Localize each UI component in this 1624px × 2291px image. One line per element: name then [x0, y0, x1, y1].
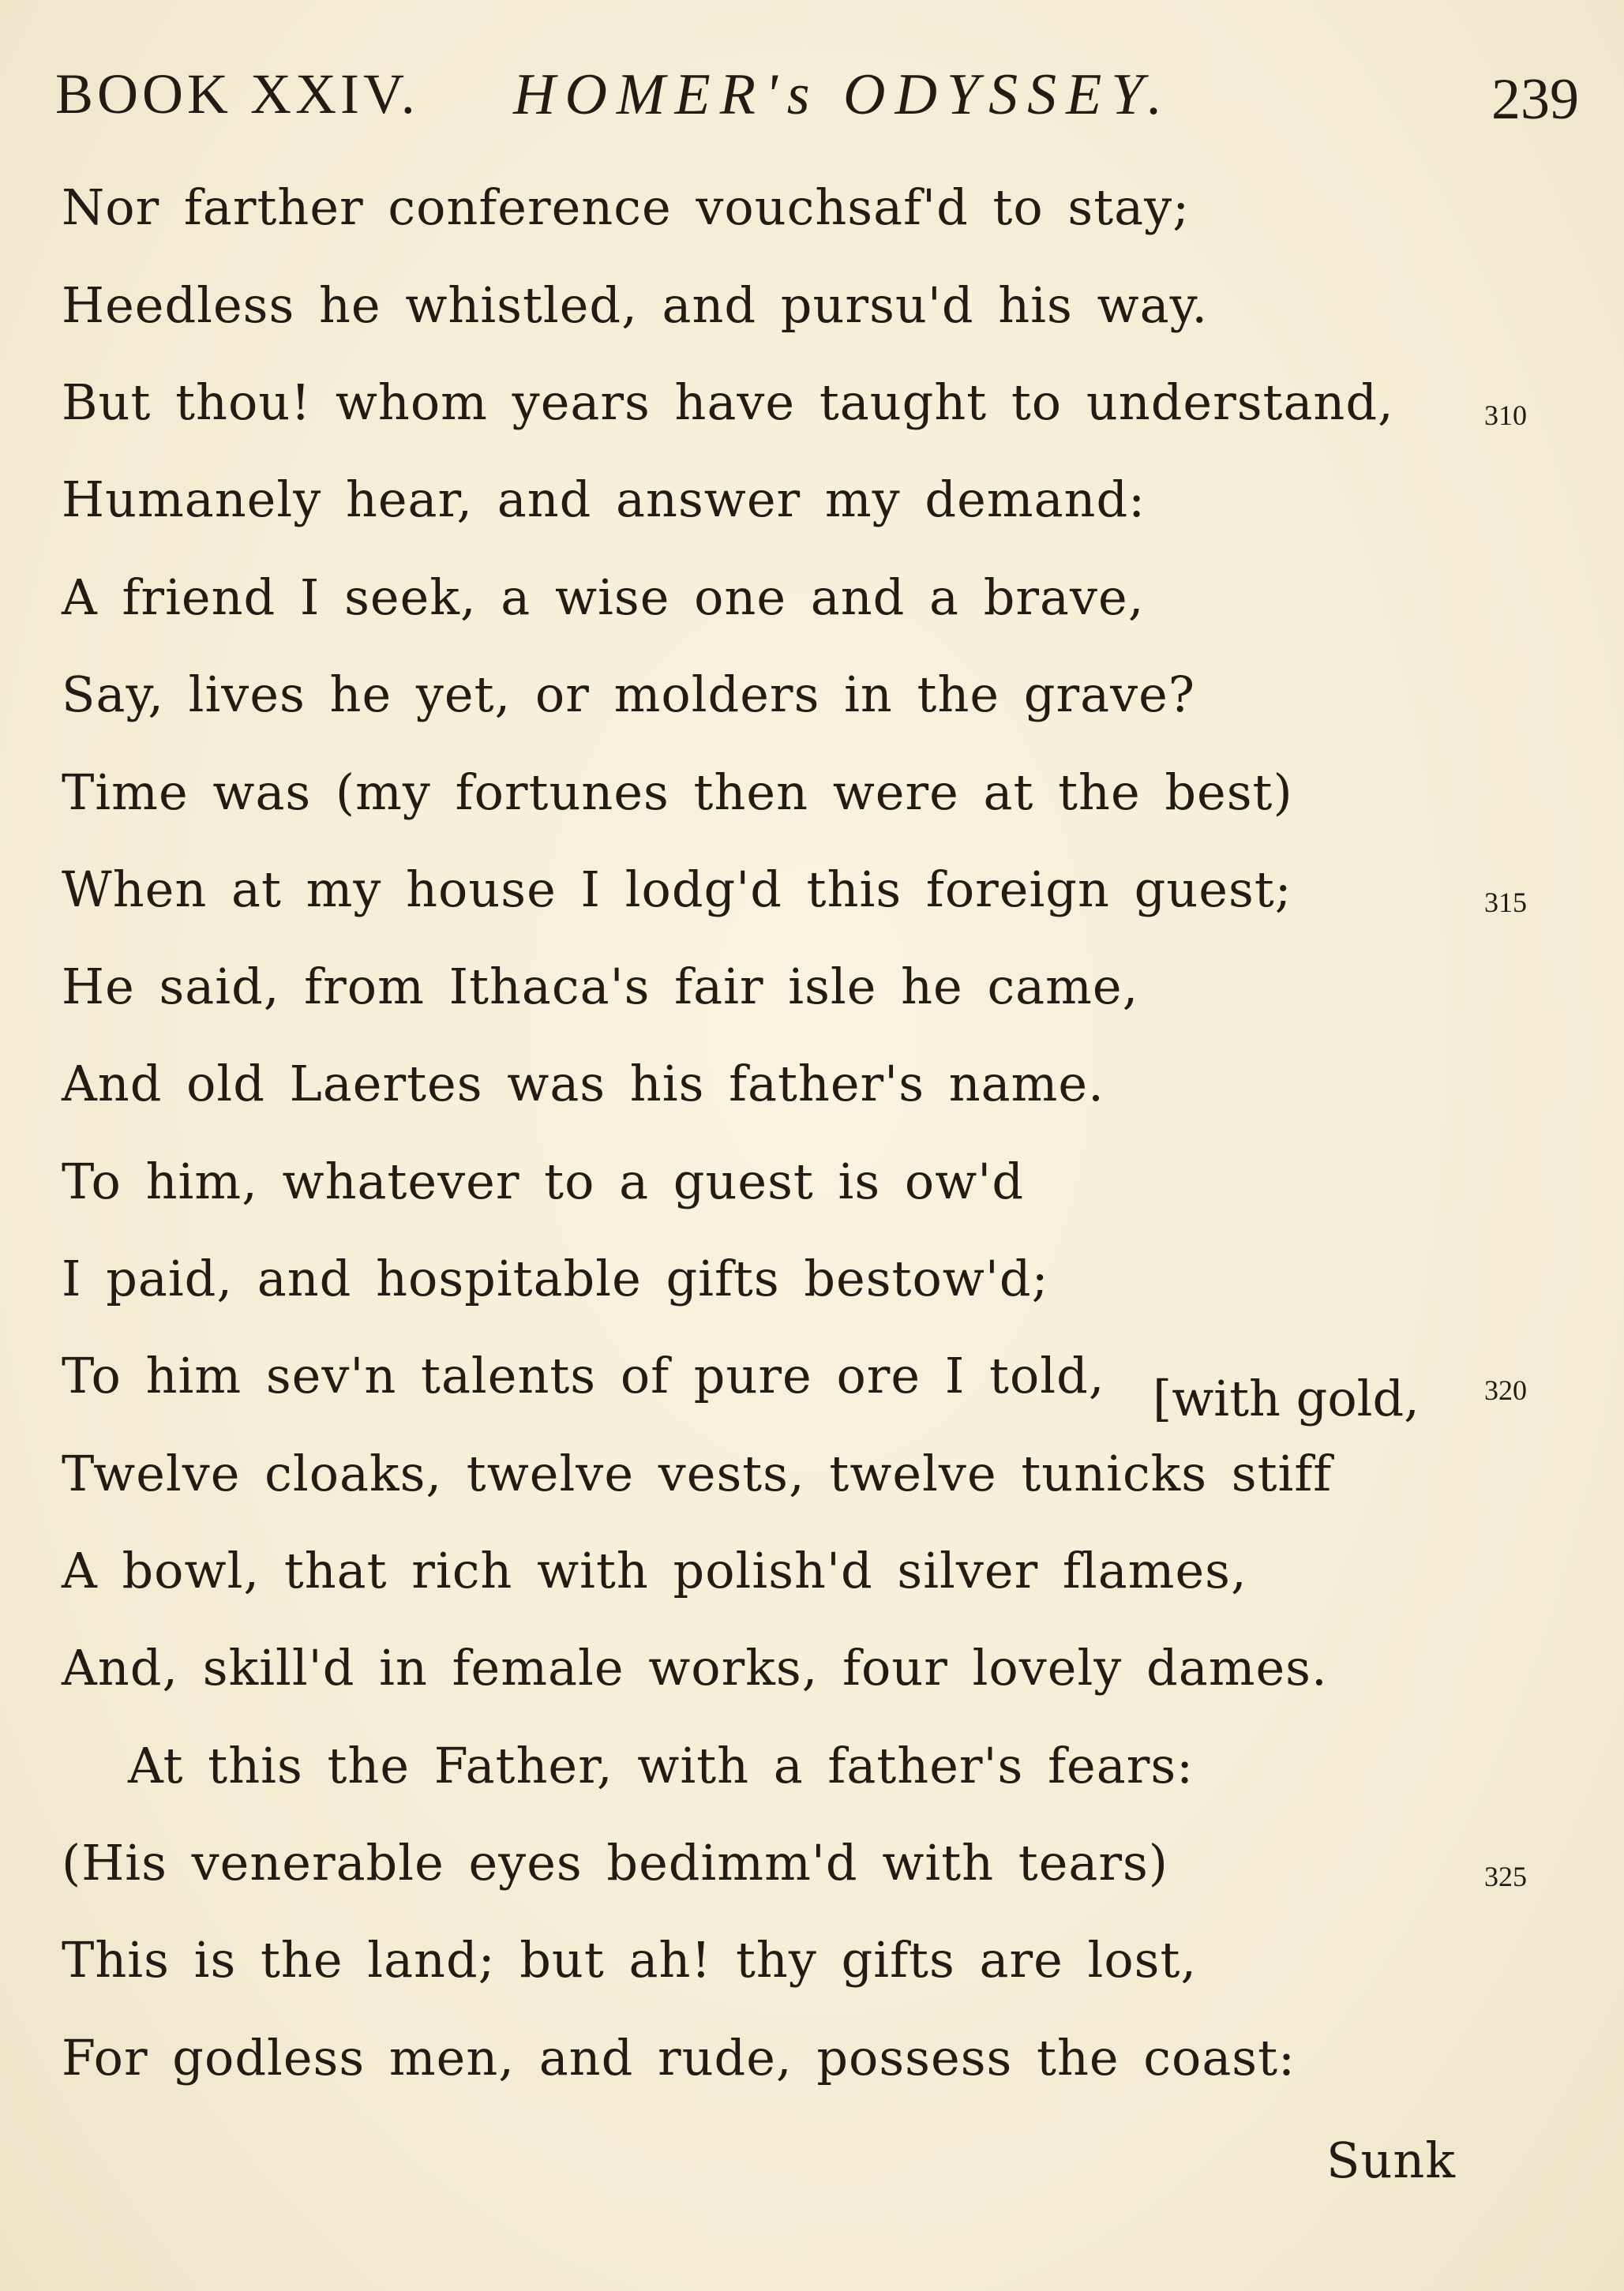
verse-line: To him sev'n talents of pure ore I told, — [62, 1347, 1105, 1404]
verse-line: I paid, and hospitable gifts bestow'd; — [62, 1250, 1049, 1307]
verse-line: Say, lives he yet, or molders in the grave? — [62, 666, 1196, 723]
verse-line: When at my house I lodg'd this foreign guest; — [62, 861, 1292, 918]
verse-line: Time was (my fortunes then were at the best) — [62, 763, 1293, 821]
verse-line: But thou! whom years have taught to understand, — [62, 373, 1394, 431]
line-number: 325 — [1484, 1861, 1527, 1892]
book-label: BOOK XXIV. — [55, 62, 419, 126]
line-number: 320 — [1484, 1374, 1527, 1406]
verse-line: Heedless he whistled, and pursu'd his way. — [62, 276, 1209, 334]
line-number: 315 — [1484, 887, 1527, 918]
verse-line: And old Laertes was his father's name. — [62, 1055, 1105, 1112]
verse-line: This is the land; but ah! thy gifts are lost, — [62, 1931, 1198, 1989]
verse-line: He said, from Ithaca's fair isle he came, — [62, 958, 1139, 1015]
verse-line: A bowl, that rich with polish'd silver flames, — [62, 1542, 1247, 1599]
verse-line: (His venerable eyes bedimm'd with tears) — [62, 1834, 1168, 1892]
page-number: 239 — [1491, 67, 1579, 132]
verse-line: To him, whatever to a guest is ow'd — [62, 1153, 1025, 1210]
verse-line: Nor farther conference vouchsaf'd to stay; — [62, 178, 1191, 236]
running-title: HOMER's ODYSSEY. — [513, 62, 1172, 127]
line-number: 310 — [1484, 399, 1527, 431]
catchword: Sunk — [1326, 2132, 1456, 2189]
verse-line: Twelve cloaks, twelve vests, twelve tunicks stiff — [62, 1445, 1333, 1502]
bracketed-turnover: [with gold, — [1153, 1370, 1420, 1427]
verse-line: And, skill'd in female works, four lovely dames. — [62, 1639, 1328, 1697]
verse-line: At this the Father, with a father's fears: — [128, 1737, 1195, 1794]
verse-line: A friend I seek, a wise one and a brave, — [62, 568, 1145, 626]
verse-line: For godless men, and rude, possess the coast: — [62, 2029, 1296, 2087]
verse-line: Humanely hear, and answer my demand: — [62, 471, 1146, 528]
